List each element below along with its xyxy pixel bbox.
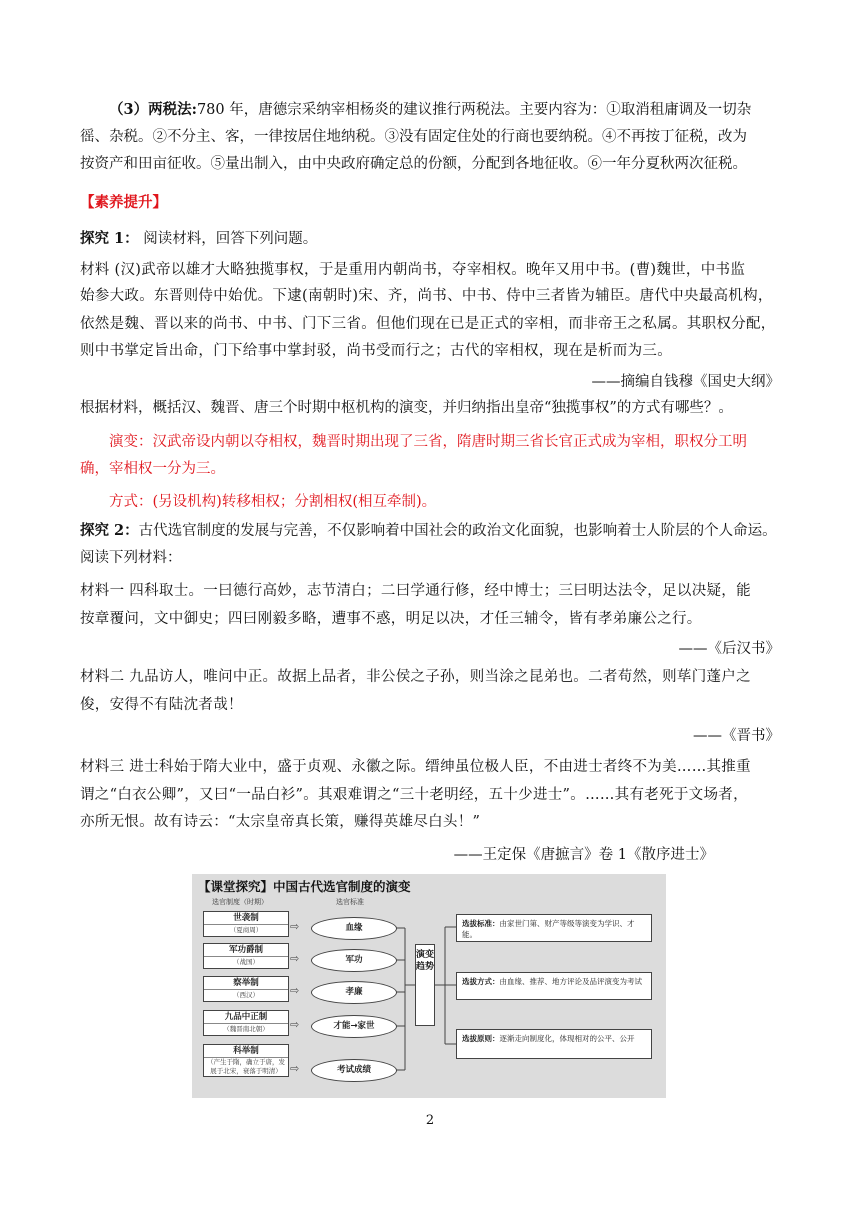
inquiry1-material-line: 则中书掌定旨出命，门下给事中掌封驳，尚书受而行之；古代的宰相权，现在是析而为三。 (80, 343, 672, 359)
system-box: 世袭制 （夏商周） (203, 911, 289, 937)
inquiry1-header: 探究 1： 阅读材料，回答下列问题。 (80, 230, 318, 247)
arrow-right-icon: ⇨ (290, 1062, 300, 1075)
diagram-col-standard: 选官标准 (336, 898, 364, 906)
inquiry1-material-line: 始参大政。东晋则侍中始优。下逮(南朝时)宋、齐，尚书、中书、侍中三者皆为辅臣。唐代中央最高机构， (80, 288, 773, 304)
inquiry1-question: 根据材料，概括汉、魏晋、唐三个时期中枢机构的演变，并归纳指出皇帝“独揽事权”的方式有哪些？。 (80, 400, 733, 416)
page-number: 2 (425, 1113, 435, 1128)
inquiry1-answer-line: 确，宰相权一分为三。 (80, 461, 225, 477)
arrow-right-icon: ⇨ (290, 984, 300, 997)
inquiry1-source: ——摘编自钱穆《国史大纲》 (591, 374, 780, 390)
system-box: 察举制 （西汉） (203, 976, 289, 1002)
inquiry1-material-line: 材料 (汉)武帝以雄才大略独揽事权，于是重用内朝尚书，夺宰相权。晚年又用中书。(曹)魏世，中书监 (80, 262, 746, 278)
material1-source: ——《后汉书》 (678, 641, 780, 657)
system-box: 科举制 （产生于隋，确立于唐，发展于北宋，衰落于明清） (203, 1044, 289, 1077)
selection-system-diagram (192, 874, 666, 1098)
inquiry1-material-line: 依然是魏、晋以来的尚书、中书、门下三省。但他们现在已是正式的宰相，而非帝王之私属。其职权分配， (80, 316, 776, 332)
standard-oval: 才能→家世 (311, 1015, 397, 1038)
inquiry1-answer2: 方式：(另设机构)转移相权；分割相权(相互牵制)。 (109, 494, 437, 510)
arrow-right-icon: ⇨ (290, 1018, 300, 1031)
diagram-title: 【课堂探究】中国古代选官制度的演变 (198, 879, 411, 894)
material3-line: 亦所无恨。故有诗云：“太宗皇帝真长策，赚得英雄尽白头！” (80, 814, 481, 830)
section-heading: 【素养提升】 (80, 194, 167, 211)
trend-box: 演变趋势 (415, 944, 435, 1026)
result-box: 选拔方式：由血缘、推荐、地方评论及品评演变为考试 (456, 972, 652, 1000)
material2-line: 俊，安得不有陆沈者哉！ (80, 697, 243, 713)
system-box: 军功爵制 （战国） (203, 943, 289, 969)
material3-line: 材料三 进士科始于隋大业中，盛于贞观、永徽之际。缙绅虽位极人臣，不由进士者终不为美……其推重 (80, 759, 751, 775)
result-box: 选拔标准：由家世门第、财产等级等演变为学识、才能。 (456, 914, 652, 942)
tax-line-2: 徭、杂税。②不分主、客，一律按居住地纳税。③没有固定住处的行商也要纳税。④不再按丁征税，改为 (80, 129, 747, 145)
inquiry1-answer-line: 演变：汉武帝设内朝以夺相权，魏晋时期出现了三省，隋唐时期三省长官正式成为宰相，职权分工明 (109, 434, 747, 450)
material1-line: 按章覆问，文中御史；四曰刚毅多略，遭事不惑，明足以决，才任三辅令，皆有孝弟廉公之行。 (80, 611, 702, 627)
standard-oval: 军功 (311, 949, 397, 972)
standard-oval: 考试成绩 (311, 1059, 397, 1082)
material3-line: 谓之“白衣公卿”，又曰“一品白衫”。其艰难谓之“三十老明经，五十少进士”。……其有老死于文场者， (80, 787, 748, 803)
tax-line-3: 按资产和田亩征收。⑤量出制入，由中央政府确定总的份额，分配到各地征收。⑥一年分夏秋两次征税。 (80, 156, 747, 172)
system-box: 九品中正制 （魏晋南北朝） (203, 1010, 289, 1036)
material2-line: 材料二 九品访人，唯问中正。故据上品者，非公侯之子孙，则当涂之昆弟也。二者苟然，则荜门蓬户之 (80, 669, 751, 685)
inquiry2-intro: 探究 2：古代选官制度的发展与完善，不仅影响着中国社会的政治文化面貌，也影响着士人阶层的个人命运。 (80, 522, 777, 539)
standard-oval: 血缘 (311, 917, 397, 940)
result-box: 选拔原则：逐渐走向制度化，体现相对的公平、公开 (456, 1029, 652, 1059)
material2-source: ——《晋书》 (693, 728, 780, 744)
standard-oval: 孝廉 (311, 981, 397, 1004)
material3-source: ——王定保《唐摭言》卷 1《散序进士》 (453, 847, 714, 863)
diagram-col-system: 选官制度（时期） (212, 898, 268, 906)
inquiry2-intro2: 阅读下列材料： (80, 550, 182, 566)
material1-line: 材料一 四科取士。一曰德行高妙，志节清白；二曰学通行修，经中博士；三曰明达法令，足以决疑，能 (80, 583, 751, 599)
arrow-right-icon: ⇨ (290, 920, 300, 933)
tax-line-1: （3）两税法:780 年，唐德宗采纳宰相杨炎的建议推行两税法。主要内容为：①取消租庸调及一切杂 (109, 101, 752, 118)
arrow-right-icon: ⇨ (290, 952, 300, 965)
tax-label: （3）两税法: (109, 101, 197, 118)
